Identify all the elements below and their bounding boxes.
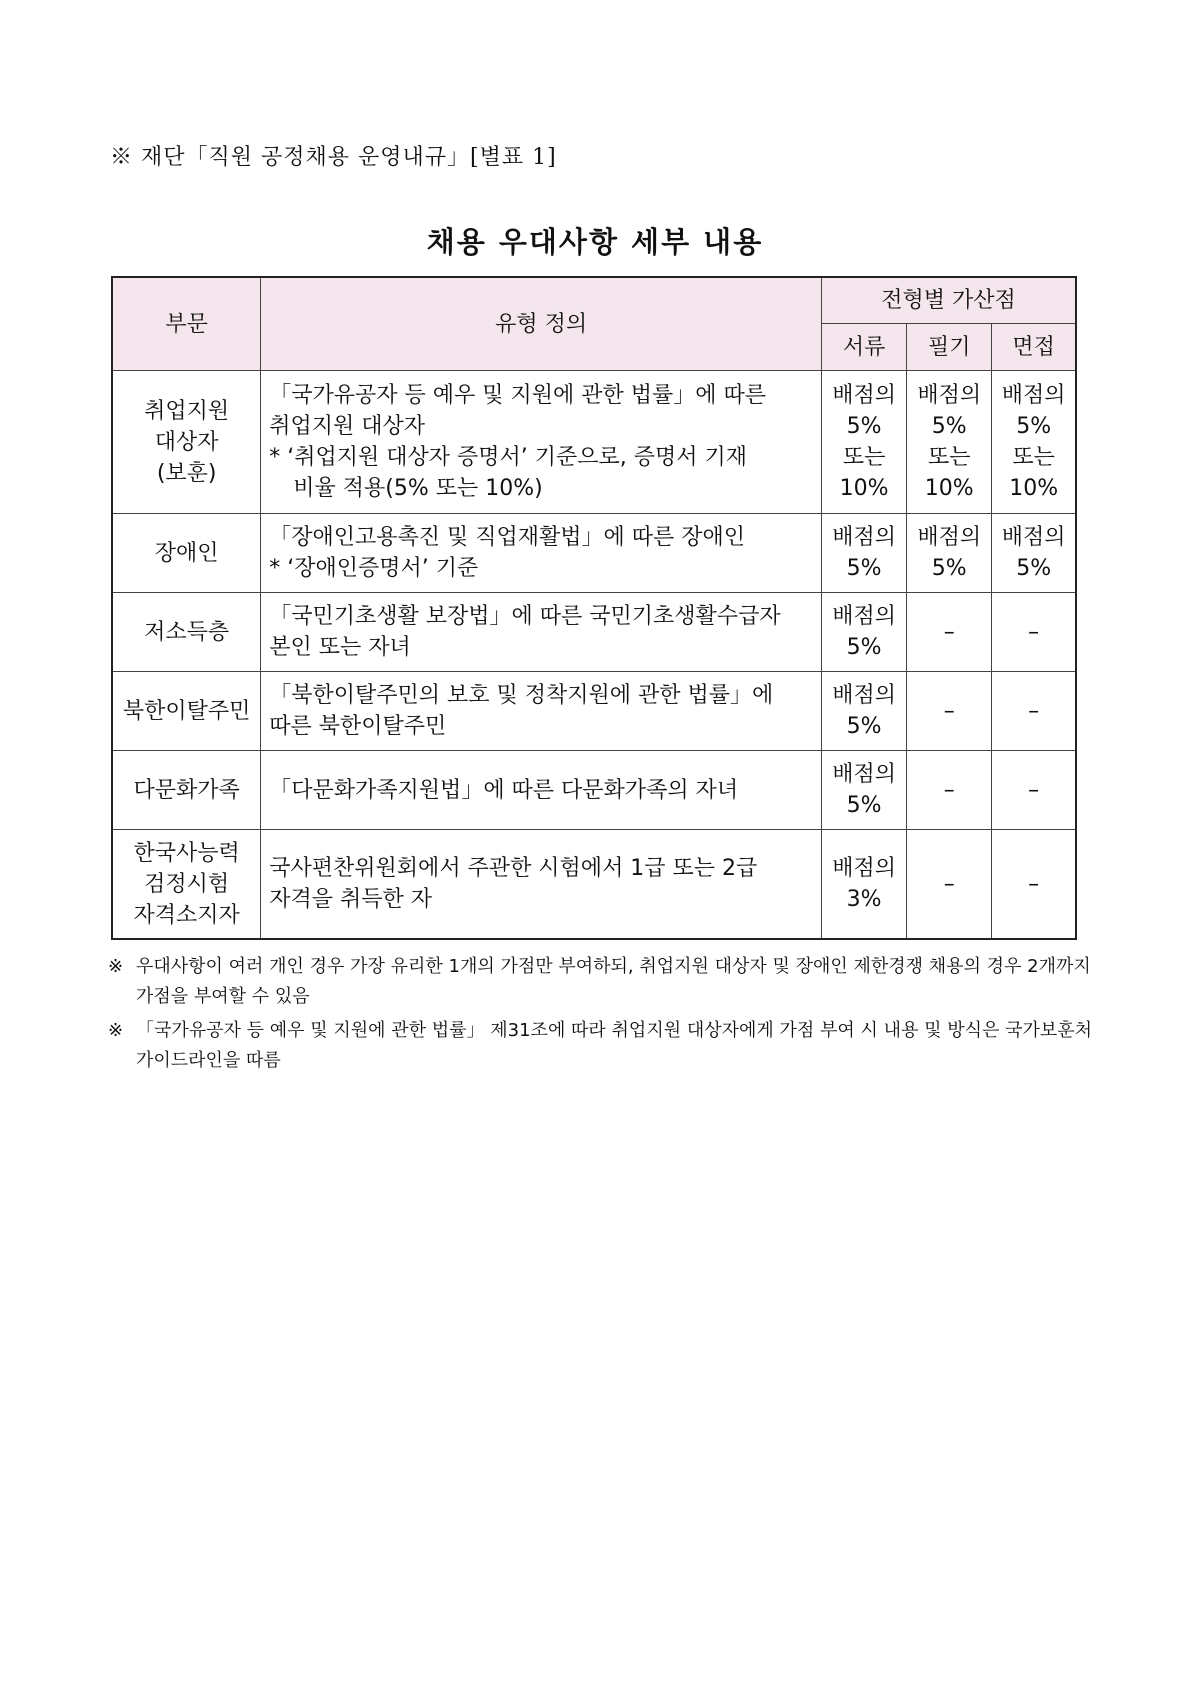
note-text: 우대사항이 여러 개인 경우 가장 유리한 1개의 가점만 부여하되, 취업지원 대상자 및 장애인 제한경쟁 채용의 경우 2개까지 가점을 부여할 수 있음 — [136, 956, 1091, 1007]
note-text: 「국가유공자 등 예우 및 지원에 관한 법률」 제31조에 따라 취업지원 대상자에게 가점 부여 시 내용 및 방식은 국가보훈처 가이드라인을 따름 — [136, 1020, 1093, 1071]
table-row — [112, 593, 1076, 672]
table-row — [112, 672, 1076, 751]
header-points: 전형별 가산점 — [822, 277, 1077, 324]
row-definition: 「장애인고용촉진 및 직업재활법」에 따른 장애인 * ‘장애인증명서’ 기준 — [261, 514, 822, 593]
row-category: 한국사능력 검정시험 자격소지자 — [112, 830, 261, 940]
row-written-points: 배점의 5% 또는 10% — [907, 371, 992, 514]
table-row — [112, 830, 1076, 940]
row-definition: 「다문화가족지원법」에 따른 다문화가족의 자녀 — [261, 751, 822, 830]
row-document-points: 배점의 3% — [822, 830, 907, 940]
note-mark: ※ — [108, 956, 124, 977]
footnote — [108, 1016, 1098, 1076]
table-row — [112, 751, 1076, 830]
row-interview-points: – — [992, 830, 1076, 940]
row-document-points: 배점의 5% — [822, 751, 907, 830]
footnotes — [108, 952, 1098, 1080]
note-mark: ※ — [108, 1020, 124, 1041]
row-category: 취업지원 대상자 (보훈) — [112, 371, 261, 514]
row-document-points: 배점의 5% — [822, 672, 907, 751]
row-document-points: 배점의 5% — [822, 593, 907, 672]
row-document-points: 배점의 5% 또는 10% — [822, 371, 907, 514]
row-document-points: 배점의 5% — [822, 514, 907, 593]
row-written-points: – — [907, 830, 992, 940]
row-interview-points: – — [992, 593, 1076, 672]
row-definition: 「북한이탈주민의 보호 및 정착지원에 관한 법률」에 따른 북한이탈주민 — [261, 672, 822, 751]
row-category: 다문화가족 — [112, 751, 261, 830]
header-interview: 면접 — [992, 324, 1076, 371]
row-interview-points: – — [992, 751, 1076, 830]
row-definition: 국사편찬위원회에서 주관한 시험에서 1급 또는 2급 자격을 취득한 자 — [261, 830, 822, 940]
row-written-points: – — [907, 672, 992, 751]
header-note: ※ 재단「직원 공정채용 운영내규」[별표 1] — [110, 145, 557, 170]
footnote — [108, 952, 1098, 1012]
header-category: 부문 — [112, 277, 261, 371]
row-written-points: – — [907, 593, 992, 672]
row-written-points: – — [907, 751, 992, 830]
header-definition: 유형 정의 — [261, 277, 822, 371]
table-row — [112, 514, 1076, 593]
header-document: 서류 — [822, 324, 907, 371]
row-interview-points: 배점의 5% 또는 10% — [992, 371, 1076, 514]
row-written-points: 배점의 5% — [907, 514, 992, 593]
header-written: 필기 — [907, 324, 992, 371]
row-definition: 「국민기초생활 보장법」에 따른 국민기초생활수급자 본인 또는 자녀 — [261, 593, 822, 672]
row-interview-points: 배점의 5% — [992, 514, 1076, 593]
document-title: 채용 우대사항 세부 내용 — [426, 225, 764, 259]
row-category: 저소득층 — [112, 593, 261, 672]
row-interview-points: – — [992, 672, 1076, 751]
table-row — [112, 371, 1076, 514]
row-category: 북한이탈주민 — [112, 672, 261, 751]
row-definition: 「국가유공자 등 예우 및 지원에 관한 법률」에 따른 취업지원 대상자 * ‘취업지원 대상자 증명서’ 기준으로, 증명서 기재 비율 적용(5% 또는 10%) — [261, 371, 822, 514]
row-category: 장애인 — [112, 514, 261, 593]
preference-table — [111, 276, 1077, 940]
